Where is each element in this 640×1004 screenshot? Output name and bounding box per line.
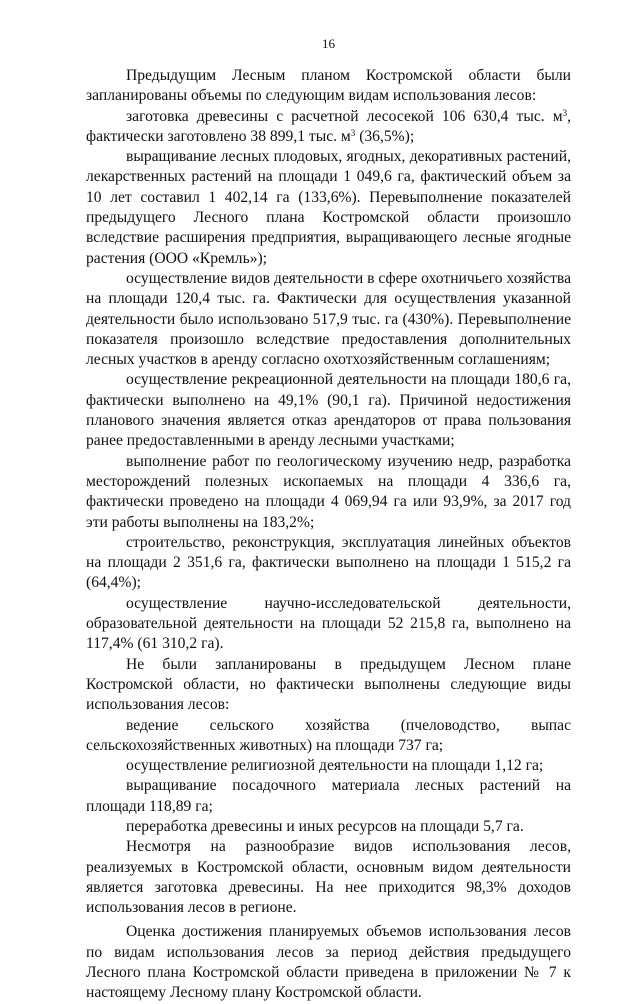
list-paragraph: ведение сельского хозяйства (пчеловодство, выпас сельскохозяйственных животных) на площади 737 га; — [86, 716, 571, 754]
body-paragraph: Оценка достижения планируемых объемов использования лесов по видам использования лесов за период действия предыдущего Лесного плана Костромской области приведена в приложении № 7 к настоящему Лесному плану Костромской области. — [86, 923, 571, 1002]
list-paragraph: выращивание лесных плодовых, ягодных, декоративных растений, лекарственных растений на площади 1 049,6 га, фактический объем за 10 лет составил 1 402,14 га (133,6%). Перевыполнение показателей предыдущего Лесного плана Костромской области произошло вследствие расширения предприятия, выращивающего лесные ягодные растения (ООО «Кремль»); — [86, 148, 571, 267]
intro-paragraph: Предыдущим Лесным планом Костромской области были запланированы объемы по следующим видам использования лесов: — [86, 67, 571, 105]
list-paragraph: строительство, реконструкция, эксплуатация линейных объектов на площади 2 351,6 га, фактически выполнено на площади 1 515,2 га (64,4%); — [86, 533, 571, 592]
list-paragraph: выполнение работ по геологическому изучению недр, разработка месторождений полезных ископаемых на площади 4 336,6 га, фактически проведено на площади 4 069,94 га или 93,9%, за 2017 год эти работы выполнены на 183,2%; — [86, 452, 571, 531]
page-number: 16 — [322, 36, 335, 51]
list-paragraph: осуществление научно-исследовательской деятельности, образовательной деятельности на площади 52 215,8 га, выполнено на 117,4% (61 310,2 га). — [86, 594, 571, 653]
cubic-superscript: 3 — [350, 127, 356, 138]
harvest-text-middle: , фактически заготовлено 38 899,1 тыс. м — [86, 107, 571, 145]
list-paragraph: выращивание посадочного материала лесных растений на площади 118,89 га; — [86, 777, 571, 815]
harvest-text-after: (36,5%); — [355, 127, 415, 145]
body-paragraph: Несмотря на разнообразие видов использования лесов, реализуемых в Костромской области, основным видом деятельности является заготовка древесины. На нее приходится 98,3% доходов использования лесов в регионе. — [86, 838, 571, 917]
list-paragraph: осуществление видов деятельности в сфере охотничьего хозяйства на площади 120,4 тыс. га. Фактически для осуществления указанной деятельности было использовано 517,9 тыс. га (430%). Перевыполнение показателя произошло вследствие предоставления дополнительных лесных участков в аренду согласно охотхозяйственным соглашениям; — [86, 269, 571, 369]
harvest-paragraph — [86, 107, 571, 148]
cubic-superscript: 3 — [562, 107, 568, 118]
list-paragraph: переработка древесины и иных ресурсов на площади 5,7 га. — [126, 817, 524, 835]
body-paragraph: Не были запланированы в предыдущем Лесном плане Костромской области, но фактически выполнены следующие виды использования лесов: — [86, 655, 571, 714]
list-paragraph: осуществление религиозной деятельности на площади 1,12 га; — [126, 757, 544, 775]
list-paragraph: осуществление рекреационной деятельности на площади 180,6 га, фактически выполнено на 49,1% (90,1 га). Причиной недостижения планового значения является отказ арендаторов от права пользования ранее предоставленными в аренду лесными участками; — [86, 371, 571, 450]
harvest-text-before: заготовка древесины с расчетной лесосекой 106 630,4 тыс. м — [126, 107, 563, 125]
